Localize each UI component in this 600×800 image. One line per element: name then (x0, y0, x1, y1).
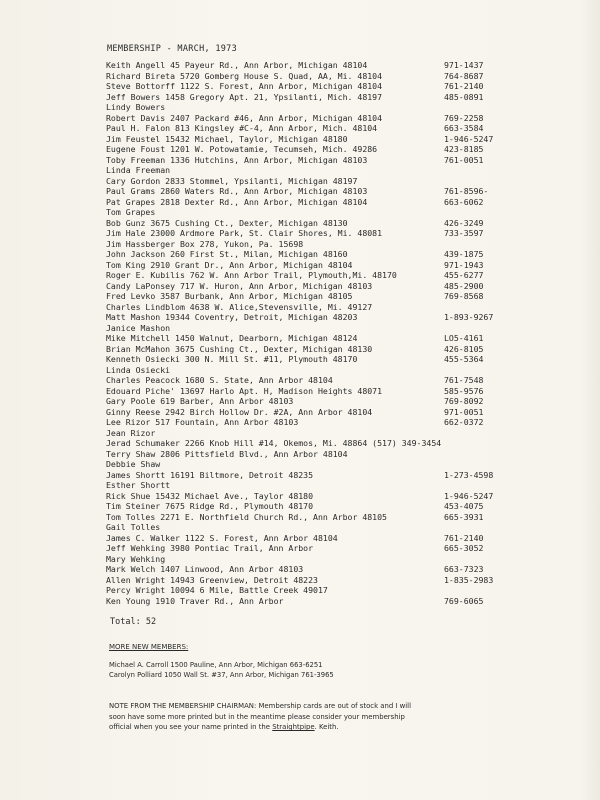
member-entry (106, 218, 546, 229)
member-phone: 1-893-9267 (444, 312, 494, 322)
member-entry (106, 354, 546, 365)
note-line (109, 722, 539, 733)
note-text: official when you see your name printed in the (109, 723, 273, 731)
member-phone: LO5-4161 (444, 333, 484, 343)
member-address: Lee Rizor 517 Fountain, Ann Arbor 48103 (106, 417, 299, 427)
member-address: Brian McMahon 3675 Cushing Ct., Dexter, Michigan 48130 (106, 343, 373, 354)
member-address: Toby Freeman 1336 Hutchins, Ann Arbor, Michigan 48103 (106, 154, 368, 165)
member-entry (106, 92, 546, 103)
member-phone: 761-2140 (444, 532, 484, 543)
member-address: Gail Tolles (106, 522, 161, 532)
member-entry (106, 186, 546, 197)
member-phone: 971-0051 (444, 406, 484, 417)
member-address: Mark Welch 1407 Linwood, Ann Arbor 48103 (106, 564, 304, 574)
member-entry (106, 260, 546, 271)
member-phone: 485-2900 (444, 280, 484, 291)
member-entry (106, 323, 546, 334)
member-phone: 769-8568 (444, 291, 484, 301)
member-address: Steve Bottorff 1122 S. Forest, Ann Arbor, Michigan 48104 (106, 81, 383, 91)
chairman-note (109, 701, 539, 733)
member-address: Charles Lindblom 4638 W. Alice,Stevensville, Mi. 49127 (106, 301, 373, 312)
member-address: Mike Mitchell 1450 Walnut, Dearborn, Michigan 48124 (106, 333, 358, 343)
member-address: Eugene Foust 1201 W. Potowatamie, Tecumseh, Mich. 49286 (106, 144, 378, 154)
note-line: soon have some more printed but in the meantime please consider your membership (109, 712, 405, 721)
member-address: Tim Steiner 7675 Ridge Rd., Plymouth 48170 (106, 501, 314, 511)
member-phone: 1-273-4598 (444, 469, 494, 480)
member-entry (106, 81, 546, 92)
member-entry (106, 197, 546, 208)
member-entry (106, 176, 546, 187)
member-address: Linda Freeman (106, 165, 171, 175)
member-phone: 663-6062 (444, 196, 484, 207)
member-entry (106, 512, 546, 523)
member-entry (106, 501, 546, 512)
member-entry (106, 155, 546, 166)
member-entry (106, 386, 546, 397)
member-entry (106, 564, 546, 575)
member-address: Tom King 2910 Grant Dr., Ann Arbor, Michigan 48104 (106, 259, 353, 270)
member-entry (106, 102, 546, 113)
member-entry (106, 585, 546, 596)
member-entry (106, 365, 546, 376)
member-address: Paul H. Falon 813 Kingsley #C-4, Ann Arbor, Mich. 48104 (106, 123, 378, 133)
member-address: James C. Walker 1122 S. Forest, Ann Arbor 48104 (106, 532, 338, 543)
member-phone: 769-8092 (444, 396, 484, 406)
more-members-heading: MORE NEW MEMBERS: (109, 643, 189, 651)
member-entry (106, 438, 546, 449)
member-entry (106, 270, 546, 281)
member-address: Pat Grapes 2818 Dexter Rd., Ann Arbor, Michigan 48104 (106, 196, 368, 207)
member-address: Charles Peacock 1680 S. State, Ann Arbor 48104 (106, 375, 333, 385)
member-address: Esther Shortt (106, 480, 171, 490)
member-entry (106, 207, 546, 218)
member-phone: 455-5364 (444, 354, 484, 364)
member-address: Jerad Schumaker 2266 Knob Hill #14, Okemos, Mi. 48864 (517) 349-3454 (106, 438, 442, 448)
member-address: Rick Shue 15432 Michael Ave., Taylor 48180 (106, 490, 314, 501)
member-phone: 1-835-2983 (444, 574, 494, 585)
member-phone: 485-0891 (444, 91, 484, 102)
member-address: Jim Hassberger Box 278, Yukon, Pa. 15698 (106, 238, 304, 249)
member-entry (106, 543, 546, 554)
member-entry (106, 533, 546, 544)
member-list (106, 60, 546, 606)
member-address: Gary Poole 619 Barber, Ann Arbor 48103 (106, 396, 294, 406)
member-entry (106, 228, 546, 239)
note-text: . Keith. (314, 723, 339, 731)
member-entry (106, 113, 546, 124)
member-address: Linda Osiecki (106, 364, 171, 375)
member-entry (106, 144, 546, 155)
note-line: NOTE FROM THE MEMBERSHIP CHAIRMAN: Membership cards are out of stock and I will (109, 702, 412, 710)
member-entry (106, 302, 546, 313)
member-address: Robert Davis 2407 Packard #46, Ann Arbor, Michigan 48104 (106, 112, 383, 123)
member-entry (106, 333, 546, 344)
member-address: Jeff Wehking 3980 Pontiac Trail, Ann Arbor (106, 543, 314, 553)
member-entry (106, 134, 546, 145)
member-address: Terry Shaw 2806 Pittsfield Blvd., Ann Arbor 48104 (106, 448, 348, 459)
member-address: Mary Wehking (106, 553, 166, 564)
member-phone: 1-946-5247 (444, 133, 494, 144)
member-entry (106, 407, 546, 418)
member-address: Bob Gunz 3675 Cushing Ct., Dexter, Michigan 48130 (106, 217, 348, 228)
member-address: Cary Gordon 2833 Stommel, Ypsilanti, Michigan 48197 (106, 175, 358, 186)
member-entry (106, 396, 546, 407)
member-address: Debbie Shaw (106, 459, 161, 469)
member-address: Matt Mashon 19344 Coventry, Detroit, Michigan 48203 (106, 312, 358, 322)
member-entry (106, 480, 546, 491)
member-entry (106, 375, 546, 386)
member-entry (106, 554, 546, 565)
member-address: Percy Wright 10094 6 Mile, Battle Creek 49017 (106, 585, 328, 595)
member-entry (106, 239, 546, 250)
member-phone: 1-946-5247 (444, 490, 494, 501)
member-phone: 426-8105 (444, 343, 484, 354)
member-phone: 426-3249 (444, 217, 484, 228)
member-address: Candy LaPonsey 717 W. Huron, Ann Arbor, Michigan 48103 (106, 280, 373, 291)
member-phone: 455-6277 (444, 270, 484, 280)
list-item: Carolyn Polliard 1050 Wall St. #37, Ann Arbor, Michigan 761-3965 (109, 671, 334, 679)
member-entry (106, 312, 546, 323)
member-address: Jean Rizor (106, 427, 156, 438)
member-entry (106, 60, 546, 71)
member-phone: 663-7323 (444, 564, 484, 574)
member-address: Keith Angell 45 Payeur Rd., Ann Arbor, Michigan 48104 (106, 60, 368, 70)
member-address: Lindy Bowers (106, 102, 166, 112)
member-address: Kenneth Osiecki 300 N. Mill St. #11, Plymouth 48170 (106, 354, 358, 364)
member-entry (106, 470, 546, 481)
member-phone: 761-8596- (444, 186, 489, 196)
member-address: Richard Bireta 5720 Gomberg House S. Quad, AA, Mi. 48104 (106, 70, 383, 81)
member-phone: 761-0051 (444, 154, 484, 165)
member-phone: 423-8185 (444, 144, 484, 154)
member-phone: 733-3597 (444, 228, 484, 238)
member-phone: 971-1943 (444, 259, 484, 270)
member-address: Tom Tolles 2271 E. Northfield Church Rd., Ann Arbor 48105 (106, 511, 387, 522)
member-address: Edouard Piche' 13697 Harlo Apt. H, Madison Heights 48071 (106, 385, 383, 396)
newsletter-name: Straightpipe (272, 723, 315, 731)
member-address: John Jackson 260 First St., Milan, Michigan 48160 (106, 249, 348, 259)
member-phone: 439-1875 (444, 249, 484, 259)
member-entry (106, 459, 546, 470)
member-phone: 665-3052 (444, 543, 484, 553)
member-entry (106, 491, 546, 502)
member-phone: 662-0372 (444, 417, 484, 427)
member-phone: 769-6065 (444, 595, 484, 606)
page-title: MEMBERSHIP - MARCH, 1973 (107, 44, 238, 54)
member-entry (106, 165, 546, 176)
member-entry (106, 522, 546, 533)
member-address: Ginny Reese 2942 Birch Hollow Dr. #2A, Ann Arbor 48104 (106, 406, 373, 417)
member-address: Jeff Bowers 1458 Gregory Apt. 21, Ypsilanti, Mich. 48197 (106, 91, 383, 102)
page-shadow (580, 0, 600, 800)
member-phone: 764-8687 (444, 70, 484, 81)
member-entry (106, 291, 546, 302)
member-phone: 769-2258 (444, 112, 484, 123)
member-phone: 761-7548 (444, 375, 484, 385)
member-address: Allen Wright 14943 Greenview, Detroit 48223 (106, 574, 318, 585)
member-phone: 453-4075 (444, 501, 484, 511)
member-phone: 665-3931 (444, 511, 484, 522)
list-item: Michael A. Carroll 1500 Pauline, Ann Arbor, Michigan 663-6251 (109, 661, 323, 669)
member-entry (106, 575, 546, 586)
member-address: James Shortt 16191 Biltmore, Detroit 48235 (106, 469, 314, 480)
member-address: Fred Levko 3587 Burbank, Ann Arbor, Michigan 48105 (106, 291, 353, 301)
member-total: Total: 52 (110, 617, 157, 627)
member-phone: 971-1437 (444, 60, 484, 70)
member-phone: 761-2140 (444, 81, 484, 91)
member-address: Jim Hale 23000 Ardmore Park, St. Clair Shores, Mi. 48081 (106, 228, 383, 238)
member-entry (106, 71, 546, 82)
member-entry (106, 249, 546, 260)
more-members-list (109, 660, 334, 680)
member-entry (106, 123, 546, 134)
member-address: Paul Grams 2860 Waters Rd., Ann Arbor, Michigan 48103 (106, 186, 368, 196)
member-address: Roger E. Kubilis 762 W. Ann Arbor Trail, Plymouth,Mi. 48170 (106, 270, 397, 280)
member-entry (106, 281, 546, 292)
member-phone: 585-9576 (444, 385, 484, 396)
member-entry (106, 344, 546, 355)
member-address: Jim Feustel 15432 Michael, Taylor, Michigan 48180 (106, 133, 348, 144)
member-address: Janice Mashon (106, 322, 171, 333)
member-entry (106, 428, 546, 439)
member-entry (106, 449, 546, 460)
member-entry (106, 596, 546, 607)
member-address: Ken Young 1910 Traver Rd., Ann Arbor (106, 595, 284, 606)
member-phone: 663-3584 (444, 123, 484, 133)
member-address: Tom Grapes (106, 207, 156, 217)
member-entry (106, 417, 546, 428)
